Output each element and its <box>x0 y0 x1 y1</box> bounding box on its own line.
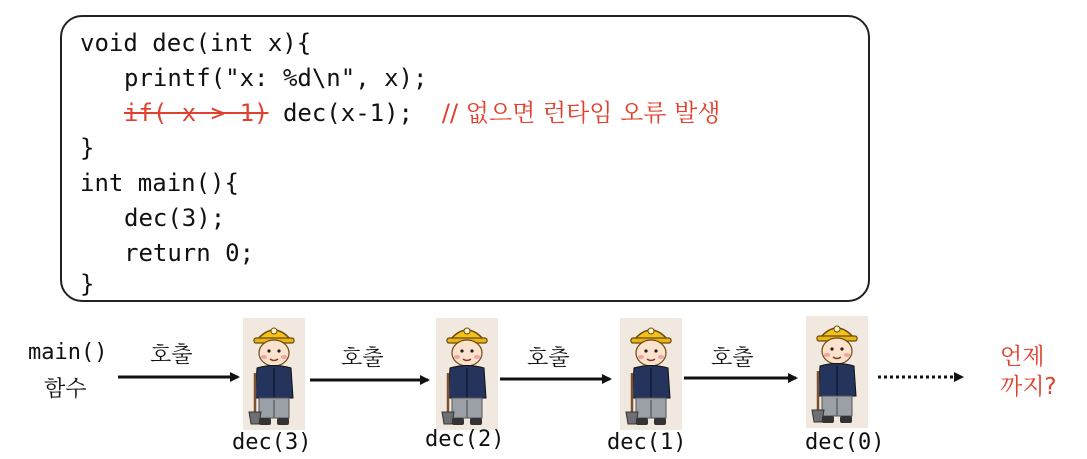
worker-icon <box>243 318 305 430</box>
code-line-5: int main(){ <box>80 169 239 197</box>
node-label-1: dec(3) <box>232 430 312 455</box>
node-label-2: dec(2) <box>425 427 505 452</box>
code-line-8: } <box>80 270 95 298</box>
worker-icon <box>806 316 868 428</box>
node-label-3: dec(1) <box>607 430 687 455</box>
worker-figure-3 <box>620 318 682 430</box>
worker-figure-1 <box>243 318 305 430</box>
recursive-call: dec(x-1); <box>268 99 413 127</box>
worker-figure-4 <box>806 316 868 428</box>
code-line-7: return 0; <box>124 239 255 267</box>
question-line-2: 까지? <box>1000 374 1057 400</box>
call-label-4: 호출 <box>711 346 754 371</box>
struck-condition: if( x > 1) <box>124 99 269 127</box>
code-line-4: } <box>80 134 95 162</box>
call-label-3: 호출 <box>527 346 570 371</box>
question-line-1: 언제 <box>1000 344 1045 370</box>
call-label-2: 호출 <box>341 346 384 371</box>
code-line-6: dec(3); <box>124 204 226 232</box>
node-label-4: dec(0) <box>805 430 885 455</box>
call-label-1: 호출 <box>150 343 193 368</box>
code-line-1: void dec(int x){ <box>80 29 312 57</box>
worker-icon <box>620 318 682 430</box>
worker-figure-2 <box>436 318 498 430</box>
main-label-line1: main() <box>28 340 108 365</box>
code-comment: // 없으면 런타임 오류 발생 <box>441 99 721 127</box>
code-line-2: printf("x: %d\n", x); <box>124 64 428 92</box>
main-label-line2: 함수 <box>44 377 87 402</box>
worker-icon <box>436 318 498 430</box>
